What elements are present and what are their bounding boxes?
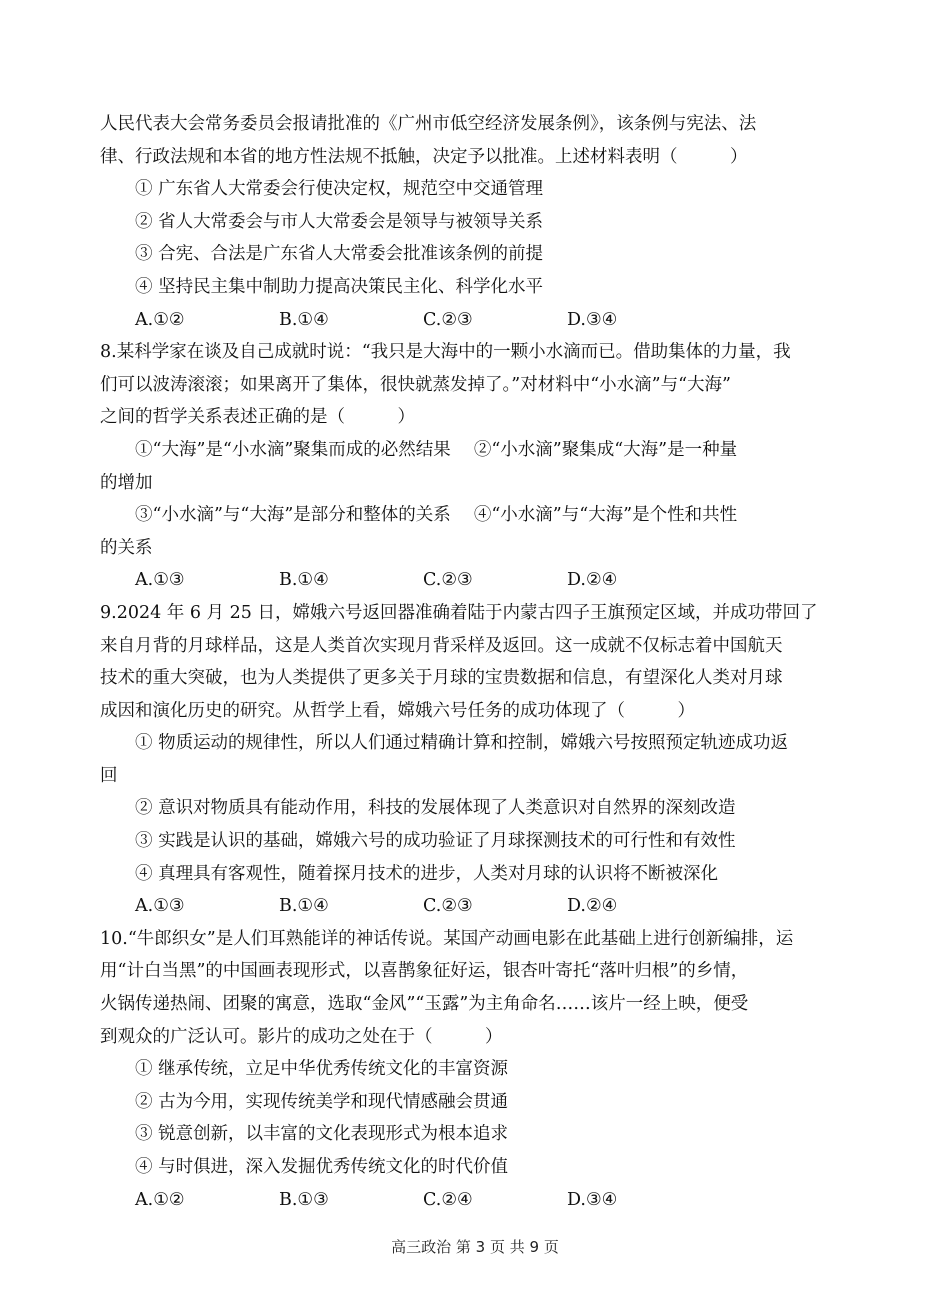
- statement-item: ④ 真理具有客观性，随着探月技术的进步，人类对月球的认识将不断被深化: [135, 863, 719, 884]
- question-stem-line: 9.2024 年 6 月 25 日，嫦娥六号返回器准确着陆于内蒙古四子王旗预定区域，并成功带回了: [100, 602, 818, 623]
- option-d: D.③④: [567, 1189, 618, 1210]
- question-stem-line: 到观众的广泛认可。影片的成功之处在于（ ）: [100, 1026, 503, 1047]
- statement-item-continuation: 回: [100, 765, 118, 786]
- question-stem-line: 之间的哲学关系表述正确的是（ ）: [100, 407, 415, 428]
- statement-item: ② 意识对物质具有能动作用，科技的发展体现了人类意识对自然界的深刻改造: [135, 798, 736, 819]
- option-c: C.②③: [423, 309, 473, 330]
- question-stem-line: 人民代表大会常务委员会报请批准的《广州市低空经济发展条例》，该条例与宪法、法: [100, 114, 757, 134]
- option-c: C.②③: [423, 570, 473, 591]
- statement-item: ② 省人大常委会与市人大常委会是领导与被领导关系: [135, 211, 544, 232]
- answer-options: [100, 1184, 850, 1217]
- question-7: [100, 108, 850, 336]
- question-stem-line: 技术的重大突破，也为人类提供了更多关于月球的宝贵数据和信息，有望深化人类对月球: [100, 668, 783, 689]
- exam-page: [100, 108, 850, 1216]
- option-a: A.①②: [135, 1189, 185, 1210]
- statement-item: ①“大海”是“小水滴”聚集而成的必然结果 ②“小水滴”聚集成“大海”是一种量: [135, 439, 738, 460]
- option-d: D.②④: [567, 570, 618, 591]
- statement-item: ② 古为今用，实现传统美学和现代情感融会贯通: [135, 1091, 509, 1112]
- option-a: A.①③: [135, 896, 185, 917]
- statement-item: ③ 锐意创新，以丰富的文化表现形式为根本追求: [135, 1124, 509, 1145]
- statement-item: ③ 合宪、合法是广东省人大常委会批准该条例的前提: [135, 244, 544, 265]
- option-c: C.②④: [423, 1189, 473, 1210]
- answer-options: [100, 890, 850, 923]
- statement-item: ④ 坚持民主集中制助力提高决策民主化、科学化水平: [135, 276, 544, 297]
- statement-item-continuation: 的增加: [100, 472, 153, 493]
- option-a: A.①②: [135, 309, 185, 330]
- statement-item: ① 广东省人大常委会行使决定权，规范空中交通管理: [135, 179, 544, 200]
- option-c: C.②③: [423, 896, 473, 917]
- question-8: [100, 336, 850, 597]
- option-d: D.②④: [567, 896, 618, 917]
- question-10: [100, 923, 850, 1216]
- page-footer: 高三政治 第 3 页 共 9 页: [391, 1238, 559, 1256]
- statement-item: ① 继承传统，立足中华优秀传统文化的丰富资源: [135, 1059, 509, 1080]
- option-a: A.①③: [135, 570, 185, 591]
- option-b: B.①④: [279, 309, 329, 330]
- option-b: B.①④: [279, 896, 329, 917]
- option-b: B.①③: [279, 1189, 329, 1210]
- statement-item: ③“小水滴”与“大海”是部分和整体的关系 ④“小水滴”与“大海”是个性和共性: [135, 505, 738, 526]
- statement-item: ③ 实践是认识的基础，嫦娥六号的成功验证了月球探测技术的可行性和有效性: [135, 831, 736, 852]
- answer-options: [100, 564, 850, 597]
- option-b: B.①④: [279, 570, 329, 591]
- answer-options: [100, 304, 850, 337]
- statement-item: ④ 与时俱进，深入发掘优秀传统文化的时代价值: [135, 1157, 509, 1177]
- question-stem-line: 成因和演化历史的研究。从哲学上看，嫦娥六号任务的成功体现了（ ）: [100, 700, 695, 721]
- question-stem-line: 8.某科学家在谈及自己成就时说：“我只是大海中的一颗小水滴而已。借助集体的力量，我: [100, 342, 791, 363]
- question-9: [100, 597, 850, 923]
- statement-item: ① 物质运动的规律性，所以人们通过精确计算和控制，嫦娥六号按照预定轨迹成功返: [135, 733, 789, 754]
- question-stem-line: 10.“牛郎织女”是人们耳熟能详的神话传说。某国产动画电影在此基础上进行创新编排，运: [100, 928, 794, 949]
- question-stem-line: 用“计白当黑”的中国画表现形式，以喜鹊象征好运，银杏叶寄托“落叶归根”的乡情，: [100, 961, 749, 982]
- option-d: D.③④: [567, 309, 618, 330]
- question-stem-line: 们可以波涛滚滚；如果离开了集体，很快就蒸发掉了。”对材料中“小水滴”与“大海”: [100, 374, 731, 395]
- question-stem-line: 火锅传递热闹、团聚的寓意，选取“金风”“玉露”为主角命名……该片一经上映，便受: [100, 994, 749, 1015]
- question-stem-line: 来自月背的月球样品，这是人类首次实现月背采样及返回。这一成就不仅标志着中国航天: [100, 635, 783, 656]
- question-stem-line: 律、行政法规和本省的地方性法规不抵触，决定予以批准。上述材料表明（ ）: [100, 146, 748, 167]
- statement-item-continuation: 的关系: [100, 537, 153, 558]
